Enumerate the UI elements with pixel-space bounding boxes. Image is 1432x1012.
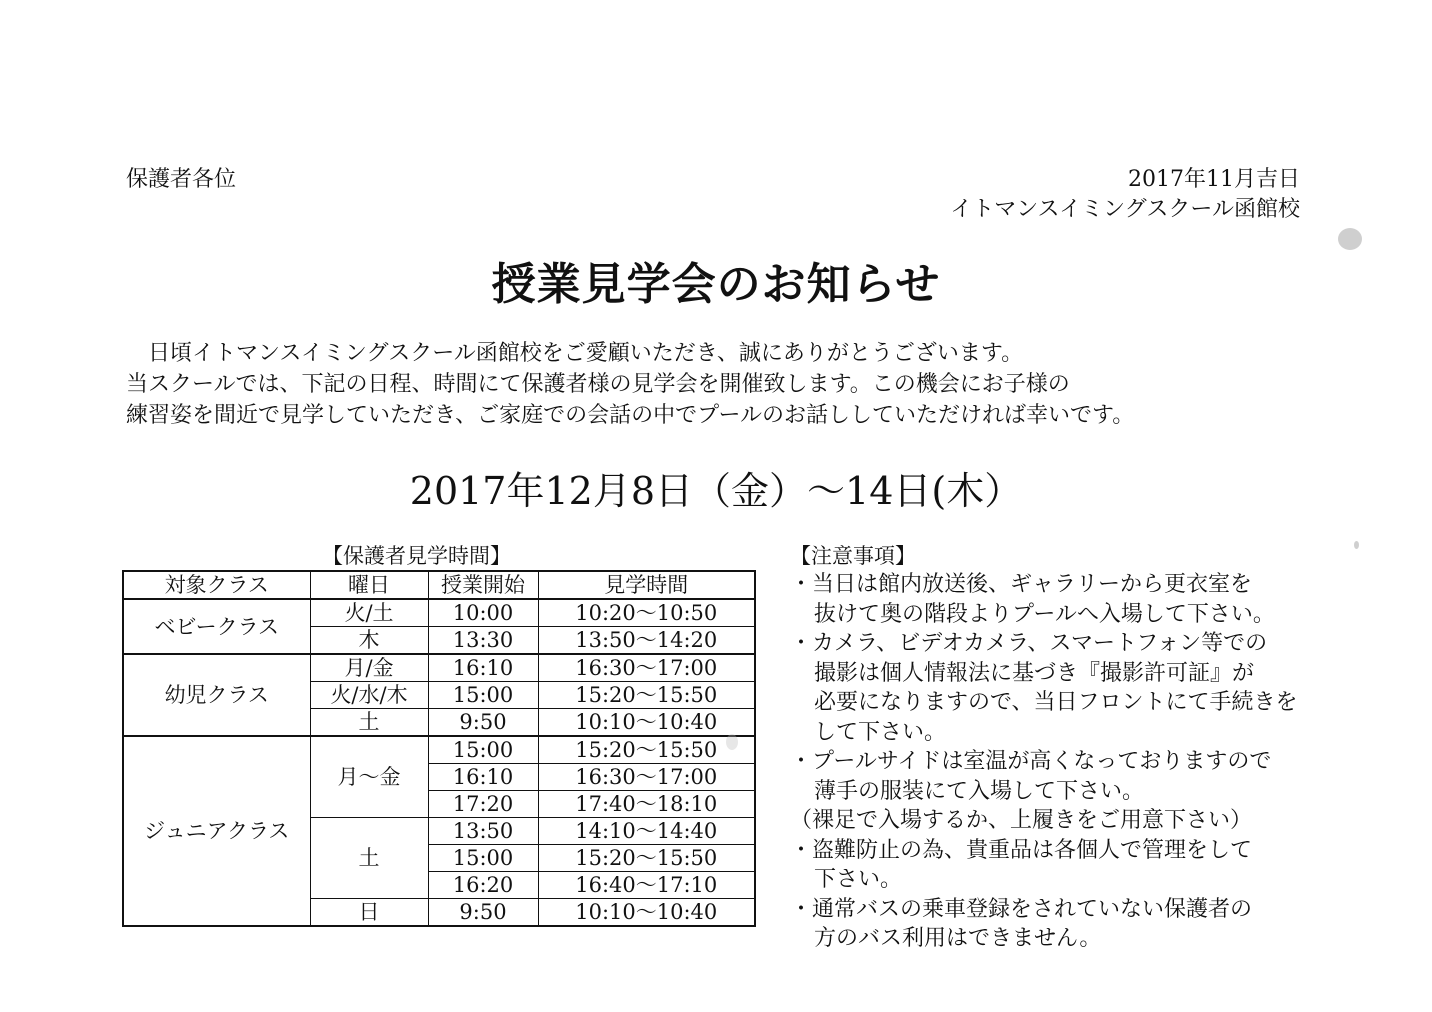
scan-speck xyxy=(726,734,738,750)
column-header: 見学時間 xyxy=(538,571,755,599)
viewing-time-cell: 16:30～17:00 xyxy=(538,654,755,682)
issue-date: 2017年11月吉日 xyxy=(1128,167,1300,192)
start-time-cell: 15:00 xyxy=(428,845,538,872)
viewing-time-cell: 15:20～15:50 xyxy=(538,736,755,764)
table-row xyxy=(123,654,755,682)
note-line: ・プールサイドは室温が高くなっておりますので xyxy=(790,749,1272,774)
intro-paragraph xyxy=(126,338,1134,431)
note-item xyxy=(790,895,1350,954)
class-name-cell: ジュニアクラス xyxy=(123,736,310,926)
day-cell: 月/金 xyxy=(310,654,428,682)
notes-list xyxy=(790,570,1350,954)
start-time-cell: 13:50 xyxy=(428,818,538,845)
note-item xyxy=(790,570,1350,629)
day-cell: 木 xyxy=(310,627,428,655)
viewing-time-cell: 15:20～15:50 xyxy=(538,682,755,709)
start-time-cell: 9:50 xyxy=(428,709,538,737)
event-period: 2017年12月8日（金）～14日(木） xyxy=(409,469,1023,513)
viewing-time-cell: 17:40～18:10 xyxy=(538,791,755,818)
note-line: 必要になりますので、当日フロントにて手続きを xyxy=(814,690,1298,715)
start-time-cell: 10:00 xyxy=(428,599,538,627)
table-caption: 【保護者見学時間】 xyxy=(322,544,511,568)
class-name-cell: 幼児クラス xyxy=(123,654,310,736)
start-time-cell: 15:00 xyxy=(428,682,538,709)
table-header-row xyxy=(123,571,755,599)
viewing-time-cell: 16:30～17:00 xyxy=(538,764,755,791)
day-cell: 土 xyxy=(310,818,428,899)
start-time-cell: 16:10 xyxy=(428,654,538,682)
intro-line: 当スクールでは、下記の日程、時間にて保護者様の見学会を開催致します。この機会にお子様の xyxy=(126,372,1070,397)
day-cell: 土 xyxy=(310,709,428,737)
day-cell: 火/水/木 xyxy=(310,682,428,709)
viewing-time-cell: 10:10～10:40 xyxy=(538,709,755,737)
schedule-table xyxy=(122,570,756,927)
note-item xyxy=(790,747,1350,806)
note-line: 方のバス利用はできません。 xyxy=(814,926,1102,951)
viewing-time-cell: 15:20～15:50 xyxy=(538,845,755,872)
day-cell: 月～金 xyxy=(310,736,428,818)
addressee: 保護者各位 xyxy=(126,167,237,192)
note-item xyxy=(790,806,1350,836)
column-header: 授業開始 xyxy=(428,571,538,599)
viewing-time-cell: 14:10～14:40 xyxy=(538,818,755,845)
school-name: イトマンスイミングスクール函館校 xyxy=(950,197,1300,222)
start-time-cell: 13:30 xyxy=(428,627,538,655)
note-line: 撮影は個人情報法に基づき『撮影許可証』が xyxy=(814,660,1255,686)
column-header: 対象クラス xyxy=(123,571,310,599)
intro-line: 日頃イトマンスイミングスクール函館校をご愛顧いただき、誠にありがとうございます。 xyxy=(126,341,1024,366)
viewing-time-cell: 10:10～10:40 xyxy=(538,899,755,927)
note-line: ・カメラ、ビデオカメラ、スマートフォン等での xyxy=(790,631,1268,656)
class-name-cell: ベビークラス xyxy=(123,599,310,654)
page-title: 授業見学会のお知らせ xyxy=(491,259,941,310)
table-body xyxy=(123,599,755,926)
day-cell: 火/土 xyxy=(310,599,428,627)
note-line: ・当日は館内放送後、ギャラリーから更衣室を xyxy=(790,572,1253,597)
note-line: して下さい。 xyxy=(814,719,947,745)
note-line: ・通常バスの乗車登録をされていない保護者の xyxy=(790,896,1253,922)
viewing-time-cell: 16:40～17:10 xyxy=(538,872,755,899)
scan-smudge xyxy=(1338,228,1362,250)
start-time-cell: 16:10 xyxy=(428,764,538,791)
notes-heading: 【注意事項】 xyxy=(790,544,916,568)
start-time-cell: 17:20 xyxy=(428,791,538,818)
note-item xyxy=(790,629,1350,747)
note-line: 抜けて奥の階段よりプールへ入場して下さい。 xyxy=(814,601,1275,627)
viewing-time-cell: 13:50～14:20 xyxy=(538,627,755,655)
note-line: ・盗難防止の為、貴重品は各個人で管理をして xyxy=(790,837,1253,863)
intro-line: 練習姿を間近で見学していただき、ご家庭での会話の中でプールのお話ししていただければ幸いです。 xyxy=(126,403,1135,428)
start-time-cell: 15:00 xyxy=(428,736,538,764)
start-time-cell: 16:20 xyxy=(428,872,538,899)
table-row xyxy=(123,736,755,764)
note-line: 薄手の服装にて入場して下さい。 xyxy=(814,778,1145,804)
note-line: 下さい。 xyxy=(814,867,903,892)
table-row xyxy=(123,599,755,627)
scan-speck xyxy=(1354,541,1359,549)
note-item xyxy=(790,836,1350,895)
viewing-time-cell: 10:20～10:50 xyxy=(538,599,755,627)
day-cell: 日 xyxy=(310,899,428,927)
note-line: （裸足で入場するか、上履きをご用意下さい） xyxy=(790,808,1253,833)
start-time-cell: 9:50 xyxy=(428,899,538,927)
column-header: 曜日 xyxy=(310,571,428,599)
